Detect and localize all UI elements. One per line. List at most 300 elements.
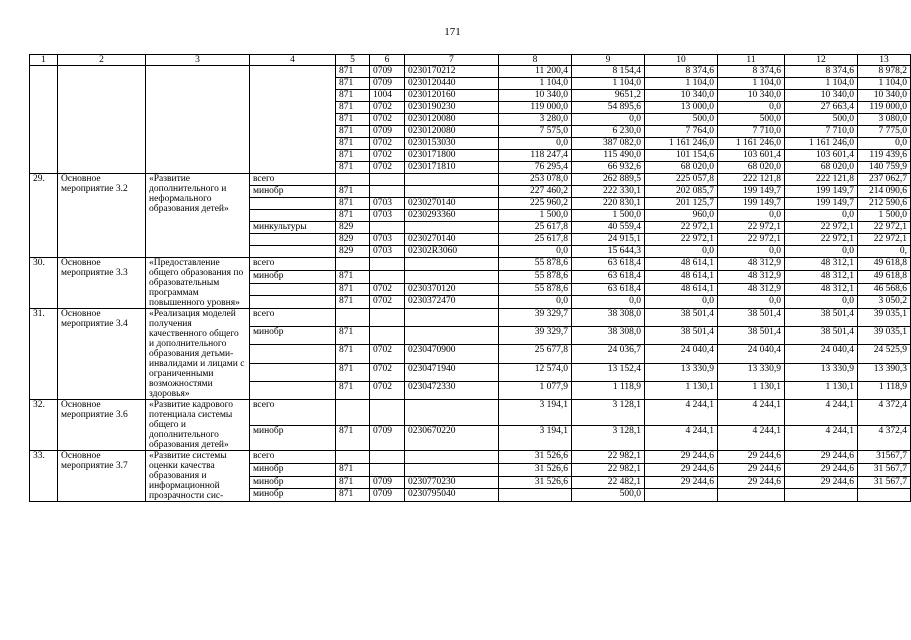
- value-cell: 22 972,1: [858, 234, 911, 246]
- code-cell: [405, 186, 499, 198]
- value-cell: 500,0: [718, 114, 785, 126]
- value-cell: 63 618,4: [572, 258, 645, 271]
- code-cell: 0702: [370, 345, 405, 363]
- value-cell: 1 104,0: [858, 78, 911, 90]
- value-cell: 68 020,0: [645, 162, 718, 174]
- value-cell: 199 149,7: [718, 198, 785, 210]
- code-cell: [405, 327, 499, 345]
- value-cell: 7 575,0: [499, 126, 572, 138]
- code-cell: [405, 400, 499, 426]
- code-cell: [370, 270, 405, 283]
- value-cell: 119 439,6: [858, 150, 911, 162]
- value-cell: 25 617,8: [499, 234, 572, 246]
- code-cell: 871: [336, 283, 370, 296]
- value-cell: 22 982,1: [572, 451, 645, 464]
- value-cell: 119 000,0: [858, 102, 911, 114]
- value-cell: 0,0: [499, 246, 572, 258]
- table-row: [30, 400, 911, 426]
- value-cell: 29 244,6: [785, 476, 858, 489]
- page-number: 171: [444, 26, 461, 38]
- executor-cell: минобр: [250, 476, 336, 489]
- table-row: [30, 451, 911, 464]
- code-cell: [405, 270, 499, 283]
- value-cell: 24 915,1: [572, 234, 645, 246]
- value-cell: 1 161 246,0: [718, 138, 785, 150]
- code-cell: 0230795040: [405, 489, 499, 502]
- value-cell: 1 161 246,0: [785, 138, 858, 150]
- value-cell: 29 244,6: [645, 463, 718, 476]
- value-cell: 39 035,1: [858, 309, 911, 327]
- code-cell: 0230471940: [405, 363, 499, 381]
- measure-title: «Развитие дополнительного и неформального образования детей»: [146, 174, 250, 258]
- value-cell: 48 614,1: [645, 270, 718, 283]
- code-cell: 0703: [370, 246, 405, 258]
- value-cell: 237 062,7: [858, 174, 911, 186]
- value-cell: 22 972,1: [718, 222, 785, 234]
- measure-name: Основное мероприятие 3.2: [58, 174, 146, 258]
- value-cell: 11 200,4: [499, 66, 572, 78]
- measure-number: 29.: [30, 174, 58, 258]
- code-cell: 0702: [370, 114, 405, 126]
- value-cell: 101 154,6: [645, 150, 718, 162]
- value-cell: 1 104,0: [572, 78, 645, 90]
- value-cell: 0,0: [499, 296, 572, 309]
- code-cell: 0230120160: [405, 90, 499, 102]
- value-cell: 13 000,0: [645, 102, 718, 114]
- value-cell: 22 972,1: [785, 234, 858, 246]
- value-cell: 22 972,1: [718, 234, 785, 246]
- code-cell: [405, 222, 499, 234]
- executor-cell: минобр: [250, 327, 336, 345]
- value-cell: 0,0: [785, 296, 858, 309]
- value-cell: 199 149,7: [785, 186, 858, 198]
- value-cell: 13 330,9: [718, 363, 785, 381]
- value-cell: 9651,2: [572, 90, 645, 102]
- value-cell: 3 050,2: [858, 296, 911, 309]
- code-cell: 0230120080: [405, 126, 499, 138]
- value-cell: 214 090,6: [858, 186, 911, 198]
- value-cell: 500,0: [785, 114, 858, 126]
- value-cell: 4 244,1: [645, 400, 718, 426]
- code-cell: 871: [336, 296, 370, 309]
- code-cell: 829: [336, 246, 370, 258]
- value-cell: 0,0: [645, 296, 718, 309]
- value-cell: 118 247,4: [499, 150, 572, 162]
- column-header: 3: [146, 55, 250, 66]
- value-cell: 1 104,0: [718, 78, 785, 90]
- code-cell: 829: [336, 222, 370, 234]
- value-cell: 12 574,0: [499, 363, 572, 381]
- value-cell: [645, 489, 718, 502]
- value-cell: 202 085,7: [645, 186, 718, 198]
- value-cell: 27 663,4: [785, 102, 858, 114]
- code-cell: 871: [336, 66, 370, 78]
- code-cell: 0230270140: [405, 198, 499, 210]
- executor-cell: [250, 234, 336, 246]
- executor-cell: [250, 283, 336, 296]
- value-cell: 1 130,1: [645, 381, 718, 399]
- code-cell: 0230171810: [405, 162, 499, 174]
- code-cell: 871: [336, 102, 370, 114]
- code-cell: 871: [336, 186, 370, 198]
- value-cell: 38 308,0: [572, 309, 645, 327]
- value-cell: 262 889,5: [572, 174, 645, 186]
- value-cell: 6 230,0: [572, 126, 645, 138]
- executor-cell: минкультуры: [250, 222, 336, 234]
- value-cell: 13 330,9: [785, 363, 858, 381]
- value-cell: 0,0: [645, 246, 718, 258]
- column-header: 4: [250, 55, 336, 66]
- value-cell: 54 895,6: [572, 102, 645, 114]
- code-cell: [336, 174, 370, 186]
- code-cell: [370, 327, 405, 345]
- value-cell: 227 460,2: [499, 186, 572, 198]
- value-cell: 0,0: [572, 296, 645, 309]
- code-cell: 871: [336, 150, 370, 162]
- measure-name: Основное мероприятие 3.7: [58, 451, 146, 502]
- value-cell: 1 161 246,0: [645, 138, 718, 150]
- value-cell: 24 040,4: [785, 345, 858, 363]
- code-cell: 871: [336, 198, 370, 210]
- executor-cell: всего: [250, 451, 336, 464]
- value-cell: 15 644,3: [572, 246, 645, 258]
- empty-cell: [250, 66, 336, 174]
- value-cell: 140 759,9: [858, 162, 911, 174]
- value-cell: 29 244,6: [718, 476, 785, 489]
- value-cell: 31 567,7: [858, 476, 911, 489]
- code-cell: 0703: [370, 210, 405, 222]
- value-cell: 10 340,0: [785, 90, 858, 102]
- code-cell: 871: [336, 381, 370, 399]
- column-header: 9: [572, 55, 645, 66]
- executor-cell: всего: [250, 400, 336, 426]
- value-cell: 48 312,1: [785, 283, 858, 296]
- value-cell: 3 194,1: [499, 425, 572, 451]
- code-cell: 0702: [370, 162, 405, 174]
- column-header: 12: [785, 55, 858, 66]
- value-cell: 29 244,6: [718, 463, 785, 476]
- code-cell: 0702: [370, 138, 405, 150]
- table-body: [30, 55, 911, 502]
- measure-number: 31.: [30, 309, 58, 400]
- value-cell: 63 618,4: [572, 270, 645, 283]
- value-cell: 13 152,4: [572, 363, 645, 381]
- value-cell: 29 244,6: [645, 476, 718, 489]
- code-cell: 871: [336, 114, 370, 126]
- value-cell: 48 312,1: [785, 258, 858, 271]
- code-cell: [336, 400, 370, 426]
- column-header: 8: [499, 55, 572, 66]
- value-cell: 103 601,4: [718, 150, 785, 162]
- empty-cell: [58, 66, 146, 174]
- value-cell: [718, 489, 785, 502]
- column-header: 11: [718, 55, 785, 66]
- value-cell: 222 121,8: [785, 174, 858, 186]
- executor-cell: всего: [250, 309, 336, 327]
- executor-cell: минобр: [250, 270, 336, 283]
- value-cell: 46 568,6: [858, 283, 911, 296]
- value-cell: 0,0: [785, 246, 858, 258]
- value-cell: 31 526,6: [499, 463, 572, 476]
- executor-cell: [250, 198, 336, 210]
- executor-cell: [250, 210, 336, 222]
- value-cell: 0,0: [858, 138, 911, 150]
- value-cell: 68 020,0: [785, 162, 858, 174]
- code-cell: 871: [336, 126, 370, 138]
- value-cell: 4 244,1: [785, 400, 858, 426]
- code-cell: 0702: [370, 363, 405, 381]
- column-header: 13: [858, 55, 911, 66]
- value-cell: 212 590,6: [858, 198, 911, 210]
- value-cell: 0,0: [718, 246, 785, 258]
- value-cell: 76 295,4: [499, 162, 572, 174]
- code-cell: 0230171800: [405, 150, 499, 162]
- executor-cell: минобр: [250, 186, 336, 198]
- value-cell: 38 501,4: [718, 327, 785, 345]
- value-cell: 48 614,1: [645, 283, 718, 296]
- value-cell: 8 154,4: [572, 66, 645, 78]
- value-cell: 38 501,4: [718, 309, 785, 327]
- code-cell: 0709: [370, 78, 405, 90]
- value-cell: 55 878,6: [499, 283, 572, 296]
- column-header: 7: [405, 55, 499, 66]
- value-cell: [499, 489, 572, 502]
- value-cell: 0,0: [718, 210, 785, 222]
- value-cell: 55 878,6: [499, 258, 572, 271]
- value-cell: 8 374,6: [785, 66, 858, 78]
- code-cell: 871: [336, 363, 370, 381]
- code-cell: 0709: [370, 66, 405, 78]
- value-cell: 24 040,4: [645, 345, 718, 363]
- value-cell: 103 601,4: [785, 150, 858, 162]
- code-cell: 0230270140: [405, 234, 499, 246]
- value-cell: 39 329,7: [499, 327, 572, 345]
- code-cell: 0703: [370, 234, 405, 246]
- value-cell: 8 374,6: [645, 66, 718, 78]
- code-cell: [336, 451, 370, 464]
- code-cell: 0230372470: [405, 296, 499, 309]
- value-cell: 63 618,4: [572, 283, 645, 296]
- code-cell: [405, 174, 499, 186]
- code-cell: 0230370120: [405, 283, 499, 296]
- value-cell: 0,0: [572, 114, 645, 126]
- executor-cell: минобр: [250, 463, 336, 476]
- value-cell: 1 118,9: [858, 381, 911, 399]
- value-cell: 48 312,9: [718, 270, 785, 283]
- value-cell: 115 490,0: [572, 150, 645, 162]
- code-cell: 871: [336, 78, 370, 90]
- value-cell: 38 501,4: [645, 309, 718, 327]
- value-cell: 22 982,1: [572, 463, 645, 476]
- code-cell: 871: [336, 162, 370, 174]
- code-cell: 871: [336, 138, 370, 150]
- value-cell: 1 104,0: [645, 78, 718, 90]
- value-cell: 3 080,0: [858, 114, 911, 126]
- measure-title: «Реализация моделей получения качественного общего и дополнительного образования детьми-инвалидами и лицами с ограниченными возможностями здоровья»: [146, 309, 250, 400]
- column-header: 5: [336, 55, 370, 66]
- executor-cell: [250, 381, 336, 399]
- value-cell: [785, 489, 858, 502]
- value-cell: 225 960,2: [499, 198, 572, 210]
- code-cell: 871: [336, 425, 370, 451]
- value-cell: 500,0: [645, 114, 718, 126]
- value-cell: 4 372,4: [858, 425, 911, 451]
- value-cell: 66 932,6: [572, 162, 645, 174]
- value-cell: 0,: [858, 246, 911, 258]
- value-cell: 49 618,8: [858, 258, 911, 271]
- value-cell: 22 972,1: [645, 222, 718, 234]
- table-row: [30, 258, 911, 271]
- measure-name: Основное мероприятие 3.6: [58, 400, 146, 451]
- table-row: [30, 66, 911, 78]
- value-cell: 38 501,4: [785, 327, 858, 345]
- value-cell: 24 036,7: [572, 345, 645, 363]
- code-cell: [336, 309, 370, 327]
- empty-cell: [30, 66, 58, 174]
- code-cell: 0230293360: [405, 210, 499, 222]
- code-cell: [370, 463, 405, 476]
- executor-cell: [250, 296, 336, 309]
- value-cell: 13 330,9: [645, 363, 718, 381]
- header-row: [30, 55, 911, 66]
- value-cell: 55 878,6: [499, 270, 572, 283]
- value-cell: 3 128,1: [572, 400, 645, 426]
- value-cell: 31 526,6: [499, 451, 572, 464]
- value-cell: 39 035,1: [858, 327, 911, 345]
- column-header: 2: [58, 55, 146, 66]
- measure-number: 32.: [30, 400, 58, 451]
- value-cell: 387 082,0: [572, 138, 645, 150]
- code-cell: [370, 400, 405, 426]
- value-cell: 199 149,7: [785, 198, 858, 210]
- value-cell: 39 329,7: [499, 309, 572, 327]
- value-cell: 13 390,3: [858, 363, 911, 381]
- code-cell: [370, 186, 405, 198]
- code-cell: [370, 258, 405, 271]
- value-cell: 1 104,0: [499, 78, 572, 90]
- code-cell: 871: [336, 327, 370, 345]
- executor-cell: [250, 363, 336, 381]
- code-cell: 0230120440: [405, 78, 499, 90]
- code-cell: [370, 174, 405, 186]
- value-cell: 3 194,1: [499, 400, 572, 426]
- value-cell: 4 244,1: [718, 425, 785, 451]
- value-cell: 38 501,4: [785, 309, 858, 327]
- code-cell: 1004: [370, 90, 405, 102]
- code-cell: 0230170212: [405, 66, 499, 78]
- value-cell: 38 501,4: [645, 327, 718, 345]
- value-cell: 10 340,0: [499, 90, 572, 102]
- code-cell: 0709: [370, 425, 405, 451]
- column-header: 1: [30, 55, 58, 66]
- code-cell: 0702: [370, 296, 405, 309]
- code-cell: 871: [336, 345, 370, 363]
- value-cell: 48 312,9: [718, 283, 785, 296]
- value-cell: 1 130,1: [785, 381, 858, 399]
- executor-cell: [250, 246, 336, 258]
- value-cell: 7 710,0: [785, 126, 858, 138]
- measure-number: 33.: [30, 451, 58, 502]
- value-cell: 201 125,7: [645, 198, 718, 210]
- value-cell: 253 078,0: [499, 174, 572, 186]
- code-cell: 0230470900: [405, 345, 499, 363]
- code-cell: 0230153030: [405, 138, 499, 150]
- value-cell: 22 972,1: [785, 222, 858, 234]
- code-cell: 871: [336, 210, 370, 222]
- value-cell: 31 526,6: [499, 476, 572, 489]
- value-cell: 0,0: [718, 296, 785, 309]
- value-cell: 222 121,8: [718, 174, 785, 186]
- code-cell: 0702: [370, 150, 405, 162]
- value-cell: 29 244,6: [785, 463, 858, 476]
- value-cell: 40 559,4: [572, 222, 645, 234]
- value-cell: 119 000,0: [499, 102, 572, 114]
- value-cell: 8 374,6: [718, 66, 785, 78]
- code-cell: 871: [336, 270, 370, 283]
- value-cell: 68 020,0: [718, 162, 785, 174]
- value-cell: 24 525,9: [858, 345, 911, 363]
- table-row: [30, 174, 911, 186]
- code-cell: 02302R3060: [405, 246, 499, 258]
- value-cell: 3 280,0: [499, 114, 572, 126]
- value-cell: 199 149,7: [718, 186, 785, 198]
- value-cell: 24 040,4: [718, 345, 785, 363]
- measure-name: Основное мероприятие 3.4: [58, 309, 146, 400]
- value-cell: 0,0: [785, 210, 858, 222]
- code-cell: [405, 451, 499, 464]
- value-cell: 10 340,0: [858, 90, 911, 102]
- code-cell: [405, 309, 499, 327]
- column-header: 10: [645, 55, 718, 66]
- column-header: 6: [370, 55, 405, 66]
- value-cell: 500,0: [572, 489, 645, 502]
- code-cell: [405, 463, 499, 476]
- code-cell: 871: [336, 463, 370, 476]
- measure-title: «Предоставление общего образования по образовательным программам повышенного уровня»: [146, 258, 250, 309]
- value-cell: 1 104,0: [785, 78, 858, 90]
- code-cell: [370, 451, 405, 464]
- value-cell: 25 617,8: [499, 222, 572, 234]
- value-cell: 31567,7: [858, 451, 911, 464]
- code-cell: 0230190230: [405, 102, 499, 114]
- executor-cell: минобр: [250, 489, 336, 502]
- value-cell: 4 372,4: [858, 400, 911, 426]
- value-cell: 22 972,1: [645, 234, 718, 246]
- code-cell: [370, 222, 405, 234]
- value-cell: 25 677,8: [499, 345, 572, 363]
- executor-cell: минобр: [250, 425, 336, 451]
- code-cell: 0230120080: [405, 114, 499, 126]
- code-cell: 0702: [370, 102, 405, 114]
- measure-title: «Развитие системы оценки качества образования и информационной прозрачности сис-: [146, 451, 250, 502]
- value-cell: 29 244,6: [645, 451, 718, 464]
- value-cell: 31 567,7: [858, 463, 911, 476]
- value-cell: 1 500,0: [858, 210, 911, 222]
- code-cell: [370, 309, 405, 327]
- value-cell: 48 614,1: [645, 258, 718, 271]
- code-cell: 871: [336, 476, 370, 489]
- value-cell: 22 972,1: [858, 222, 911, 234]
- value-cell: 4 244,1: [645, 425, 718, 451]
- executor-cell: всего: [250, 174, 336, 186]
- value-cell: 0,0: [499, 138, 572, 150]
- code-cell: 871: [336, 90, 370, 102]
- value-cell: 10 340,0: [645, 90, 718, 102]
- value-cell: 1 500,0: [572, 210, 645, 222]
- value-cell: 22 482,1: [572, 476, 645, 489]
- code-cell: 0230770230: [405, 476, 499, 489]
- code-cell: 0709: [370, 476, 405, 489]
